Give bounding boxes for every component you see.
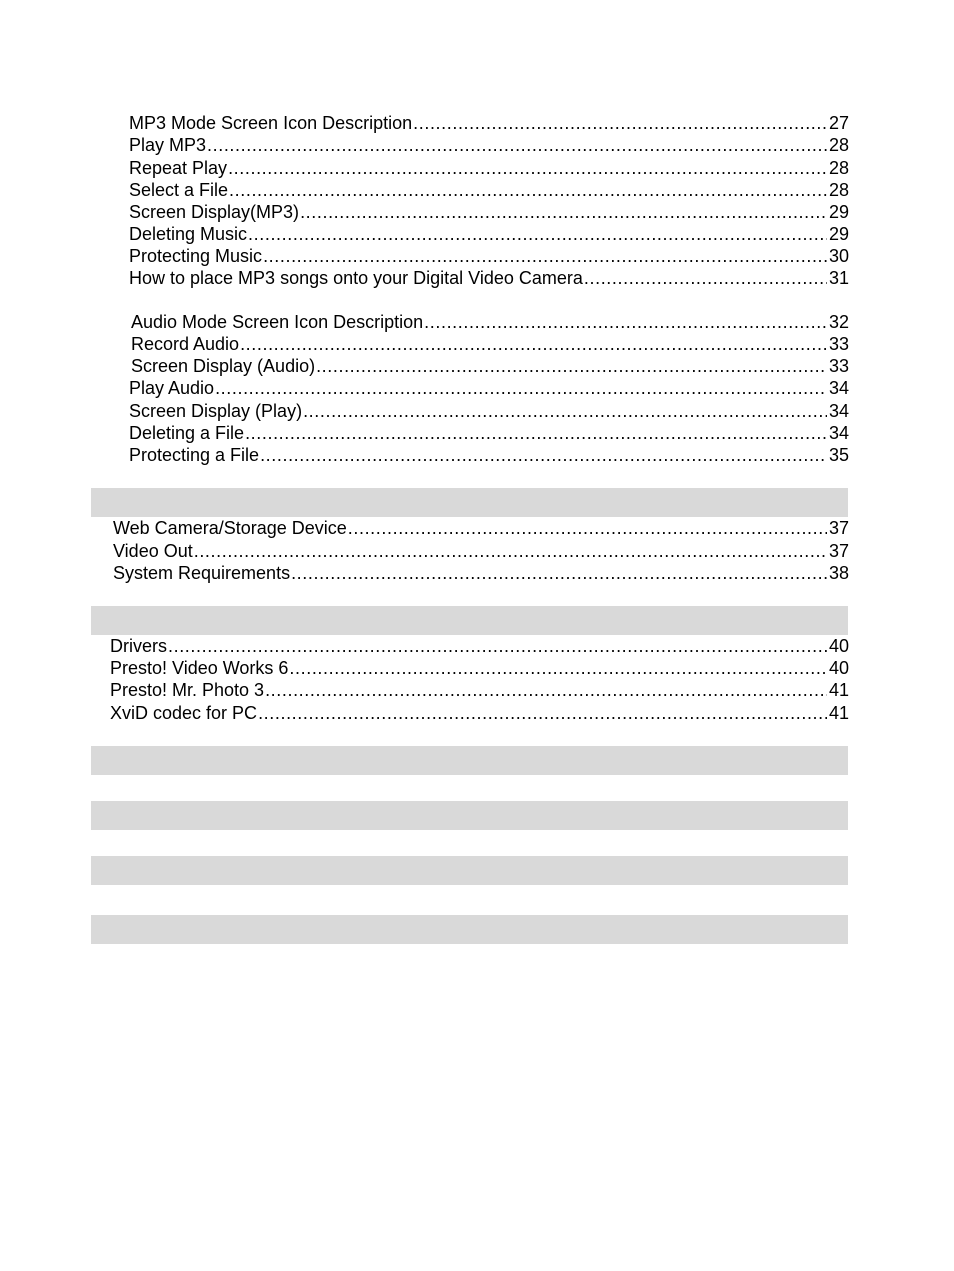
section-heading-bar	[91, 915, 848, 944]
dot-leader	[194, 540, 827, 562]
dot-leader	[215, 377, 827, 399]
toc-page-number: 28	[828, 135, 849, 155]
toc-entry[interactable]	[129, 179, 849, 201]
toc-entry-label: Web Camera/Storage Device	[113, 518, 347, 538]
toc-entry[interactable]	[110, 679, 849, 701]
toc-page-number: 37	[828, 541, 849, 561]
toc-page-number: 30	[828, 246, 849, 266]
toc-page-number: 34	[828, 423, 849, 443]
toc-entry-label: Deleting Music	[129, 224, 248, 244]
toc-entry-label: Play Audio	[129, 378, 215, 398]
dot-leader	[245, 422, 827, 444]
dot-leader	[168, 635, 827, 657]
toc-entry-label: Screen Display(MP3)	[129, 202, 300, 222]
toc-entry-label: System Requirements	[113, 563, 291, 583]
toc-entry-label: How to place MP3 songs onto your Digital Video Camera	[129, 268, 583, 288]
dot-leader	[584, 267, 827, 289]
dot-leader	[260, 444, 827, 466]
toc-entry-label: MP3 Mode Screen Icon Description	[129, 113, 413, 133]
toc-entry-label: XviD codec for PC	[110, 703, 258, 723]
section-heading-bar	[91, 801, 848, 830]
toc-entry[interactable]	[131, 311, 849, 333]
toc-page-number: 34	[828, 401, 849, 421]
toc-page-number: 28	[828, 158, 849, 178]
toc-page-number: 41	[828, 680, 849, 700]
toc-entry[interactable]	[131, 355, 849, 377]
toc-entry[interactable]	[129, 377, 849, 399]
toc-entry-label: Video Out	[113, 541, 193, 561]
section-heading-bar	[91, 606, 848, 635]
toc-entry[interactable]	[131, 333, 849, 355]
dot-leader	[348, 517, 827, 539]
dot-leader	[265, 679, 827, 701]
dot-leader	[229, 179, 827, 201]
toc-page-number: 40	[828, 636, 849, 656]
toc-entry[interactable]	[129, 112, 849, 134]
toc-entry-label: Play MP3	[129, 135, 207, 155]
toc-entry[interactable]	[129, 422, 849, 444]
toc-entry-label: Screen Display (Play)	[129, 401, 303, 421]
toc-entry-label: Screen Display (Audio)	[131, 356, 316, 376]
toc-entry-label: Presto! Video Works 6	[110, 658, 289, 678]
toc-entry[interactable]	[129, 157, 849, 179]
dot-leader	[248, 223, 827, 245]
toc-entry-label: Audio Mode Screen Icon Description	[131, 312, 424, 332]
toc-page-number: 41	[828, 703, 849, 723]
toc-entry-label: Record Audio	[131, 334, 240, 354]
toc-page-number: 32	[828, 312, 849, 332]
toc-entry[interactable]	[129, 267, 849, 289]
dot-leader	[413, 112, 827, 134]
toc-page-number: 34	[828, 378, 849, 398]
section-heading-bar	[91, 488, 848, 517]
dot-leader	[424, 311, 827, 333]
toc-page-number: 38	[828, 563, 849, 583]
toc-entry[interactable]	[113, 540, 849, 562]
toc-entry[interactable]	[129, 134, 849, 156]
toc-page-number: 28	[828, 180, 849, 200]
toc-entry[interactable]	[129, 223, 849, 245]
toc-entry[interactable]	[129, 201, 849, 223]
section-heading-bar	[91, 856, 848, 885]
dot-leader	[316, 355, 827, 377]
toc-entry[interactable]	[113, 562, 849, 584]
dot-leader	[263, 245, 827, 267]
dot-leader	[289, 657, 827, 679]
toc-page-number: 31	[828, 268, 849, 288]
toc-page-number: 37	[828, 518, 849, 538]
dot-leader	[207, 134, 827, 156]
toc-entry-label: Presto! Mr. Photo 3	[110, 680, 265, 700]
dot-leader	[303, 400, 827, 422]
toc-entry[interactable]	[129, 400, 849, 422]
dot-leader	[291, 562, 827, 584]
toc-page-number: 33	[828, 356, 849, 376]
toc-page-number: 33	[828, 334, 849, 354]
toc-entry[interactable]	[110, 657, 849, 679]
toc-entry-label: Protecting a File	[129, 445, 260, 465]
toc-entry[interactable]	[110, 702, 849, 724]
section-heading-bar	[91, 746, 848, 775]
toc-entry-label: Deleting a File	[129, 423, 245, 443]
toc-page-number: 35	[828, 445, 849, 465]
dot-leader	[240, 333, 827, 355]
toc-page-number: 40	[828, 658, 849, 678]
toc-entry[interactable]	[129, 245, 849, 267]
toc-entry-label: Select a File	[129, 180, 229, 200]
toc-page-number: 27	[828, 113, 849, 133]
toc-entry[interactable]	[113, 517, 849, 539]
dot-leader	[300, 201, 827, 223]
dot-leader	[228, 157, 827, 179]
toc-entry[interactable]	[110, 635, 849, 657]
toc-entry-label: Repeat Play	[129, 158, 228, 178]
toc-page-number: 29	[828, 224, 849, 244]
dot-leader	[258, 702, 827, 724]
toc-page-number: 29	[828, 202, 849, 222]
toc-entry[interactable]	[129, 444, 849, 466]
toc-entry-label: Drivers	[110, 636, 167, 656]
toc-entry-label: Protecting Music	[129, 246, 263, 266]
